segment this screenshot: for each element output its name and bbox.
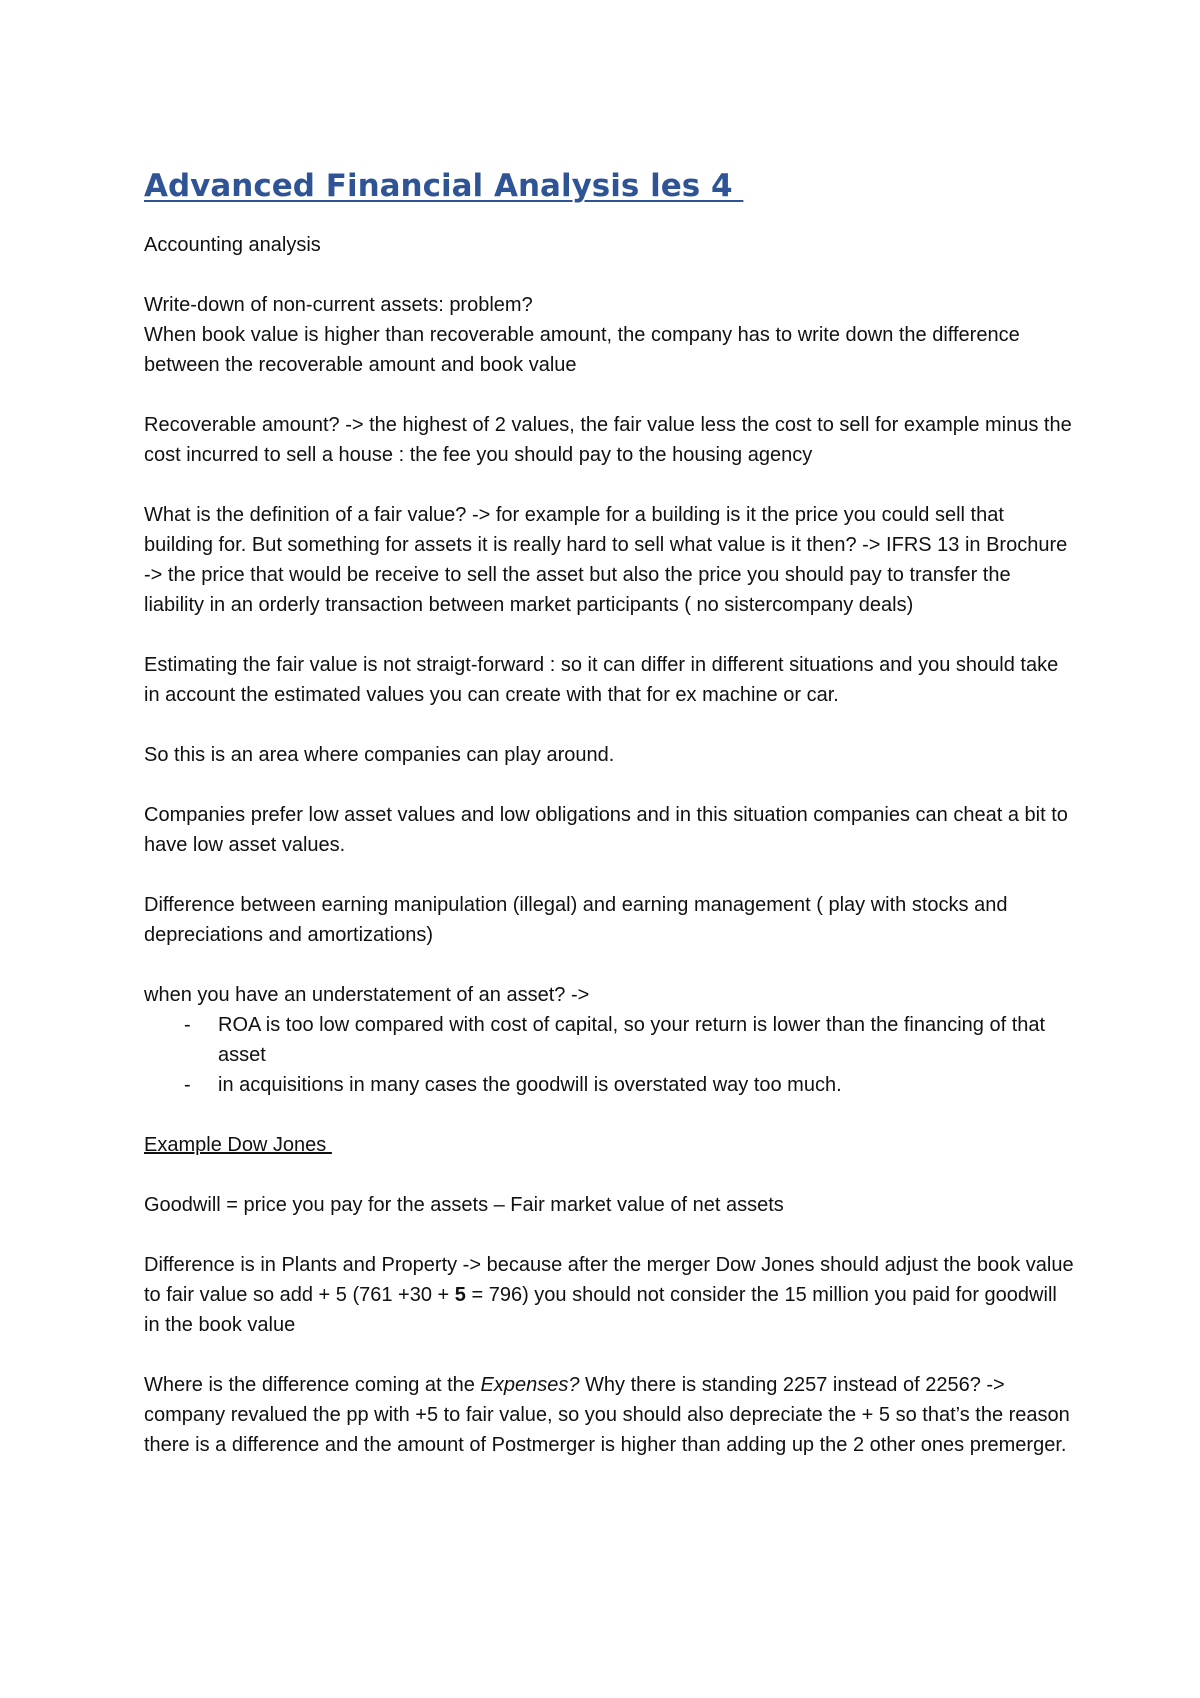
list-item	[144, 1070, 1074, 1100]
play-around-paragraph: So this is an area where companies can play around.	[144, 744, 615, 766]
recoverable-amount-paragraph: Recoverable amount? -> the highest of 2 values, the fair value less the cost to sell for example minus the cost incurred to sell a house : the fee you should pay to the housing agency	[144, 414, 1072, 466]
list-item-text: in acquisitions in many cases the goodwill is overstated way too much.	[218, 1074, 842, 1096]
understatement-list	[144, 1010, 1074, 1100]
section-label: Accounting analysis	[144, 234, 321, 256]
plants-text-before: Difference is in Plants and Property -> because after the merger Dow Jones should adjust the book value to fair value so add + 5 (761 +30 +	[144, 1254, 1074, 1306]
estimating-paragraph: Estimating the fair value is not straigt-forward : so it can differ in different situations and you should take in account the estimated values you can create with that for ex machine or car.	[144, 654, 1059, 706]
plants-text-after: = 796) you should not consider the 15 million you paid for goodwill in the book value	[144, 1284, 1057, 1336]
expenses-paragraph	[144, 1370, 1074, 1460]
list-item	[144, 1010, 1074, 1070]
plants-paragraph	[144, 1250, 1074, 1340]
dash-bullet: -	[184, 1014, 191, 1036]
goodwill-paragraph: Goodwill = price you pay for the assets – Fair market value of net assets	[144, 1194, 784, 1216]
writedown-answer: When book value is higher than recoverable amount, the company has to write down the difference between the recoverable amount and book value	[144, 324, 1020, 376]
document-body	[144, 166, 1074, 1490]
list-item-text: ROA is too low compared with cost of capital, so your return is lower than the financing of that asset	[218, 1014, 1046, 1066]
plants-bold-value: 5	[454, 1284, 466, 1306]
example-heading	[144, 1130, 1074, 1160]
expenses-text-after: Why there is standing 2257 instead of 2256? -> company revalued the pp with +5 to fair value, so you should also depreciate the + 5 so that’s the reason there is a difference and the amount of Postmerger is higher than adding up the 2 other ones premerger.	[144, 1374, 1070, 1456]
document-title: Advanced Financial Analysis les 4	[144, 168, 744, 204]
dash-bullet: -	[184, 1074, 191, 1096]
manipulation-paragraph: Difference between earning manipulation (illegal) and earning management ( play with stocks and depreciations and amortizations)	[144, 894, 1008, 946]
prefer-low-paragraph: Companies prefer low asset values and low obligations and in this situation companies can cheat a bit to have low asset values.	[144, 804, 1068, 856]
understatement-intro: when you have an understatement of an asset? ->	[144, 984, 590, 1006]
writedown-question: Write-down of non-current assets: problem?	[144, 294, 533, 316]
fair-value-paragraph: What is the definition of a fair value? -> for example for a building is it the price you could sell that building for. But something for assets it is really hard to sell what value is it then? -> IFRS 13 in Brochure -> the price that would be receive to sell the asset but also the price you should pay to transfer the liability in an orderly transaction between market participants ( no sistercompany deals)	[144, 504, 1068, 616]
example-heading-text: Example Dow Jones	[144, 1134, 332, 1156]
expenses-italic-term: Expenses?	[480, 1374, 580, 1396]
expenses-text-before: Where is the difference coming at the	[144, 1374, 481, 1396]
